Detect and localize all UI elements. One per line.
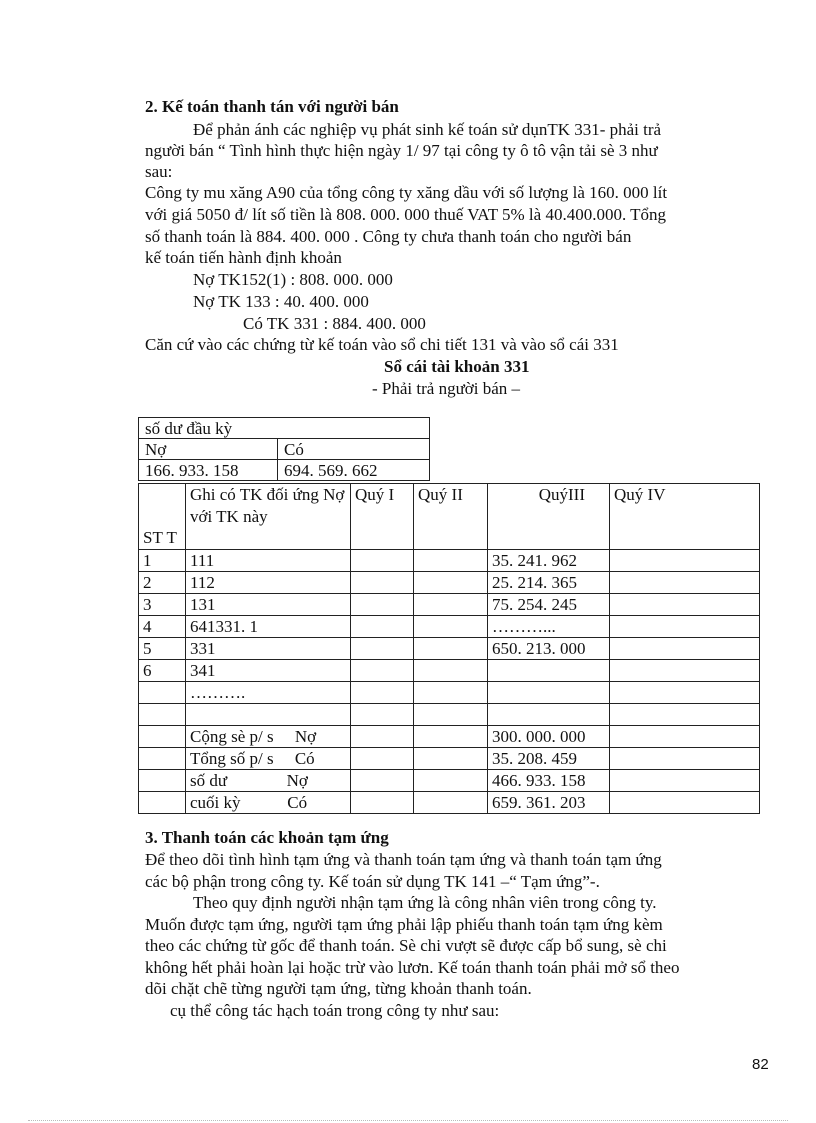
row-q4 [610, 638, 760, 660]
row-q2 [414, 638, 488, 660]
row-q2 [414, 550, 488, 572]
table-row [139, 572, 760, 594]
row-q3: 75. 254. 245 [488, 594, 610, 616]
row-q3: 466. 933. 158 [488, 770, 610, 792]
table-row [139, 748, 760, 770]
row-q3: 659. 361. 203 [488, 792, 610, 814]
row-q1 [351, 572, 414, 594]
paragraph-line: Muốn được tạm ứng, người tạm ứng phải lập phiếu thanh toán tạm ứng kèm [145, 915, 663, 934]
row-q1 [351, 682, 414, 704]
paragraph-line: Công ty mu xăng A90 của tổng công ty xăng dầu với số lượng là 160. 000 lít [145, 183, 668, 202]
header-q4: Quý IV [610, 484, 760, 550]
page-bottom-divider [28, 1120, 788, 1121]
paragraph-line: với giá 5050 đ/ lít số tiền là 808. 000. 000 thuế VAT 5% là 40.400.000. Tổng [145, 205, 667, 224]
journal-entry-credit: Có TK 331 : 884. 400. 000 [243, 314, 426, 333]
opening-credit-value: 694. 569. 662 [278, 460, 430, 481]
row-account: 341 [186, 660, 351, 682]
table-row [139, 594, 760, 616]
journal-entry-debit: Nợ TK152(1) : 808. 000. 000 [193, 270, 393, 289]
row-q1 [351, 726, 414, 748]
table-row [139, 682, 760, 704]
row-stt: 4 [139, 616, 186, 638]
table-row [139, 726, 760, 748]
row-account: 111 [186, 550, 351, 572]
row-q1 [351, 616, 414, 638]
row-q4 [610, 660, 760, 682]
row-q2 [414, 616, 488, 638]
row-account: Tổng số p/ s Có [186, 748, 351, 770]
row-stt: 5 [139, 638, 186, 660]
row-account [186, 704, 351, 726]
paragraph-line: số thanh toán là 884. 400. 000 . Công ty chưa thanh toán cho người bán [145, 227, 632, 246]
row-account: 331 [186, 638, 351, 660]
row-account: số dư Nợ [186, 770, 351, 792]
row-q3: 25. 214. 365 [488, 572, 610, 594]
row-q2 [414, 748, 488, 770]
row-stt [139, 792, 186, 814]
row-account: ………. [186, 682, 351, 704]
row-stt [139, 682, 186, 704]
row-q4 [610, 748, 760, 770]
table-row [139, 770, 760, 792]
section3-heading: 3. Thanh toán các khoản tạm ứng [145, 828, 389, 847]
opening-balance-label: số dư đầu kỳ [139, 418, 430, 439]
paragraph-line: Để phản ánh các nghiệp vụ phát sinh kế toán sử dụnTK 331- phải trả [193, 120, 662, 139]
row-q3: 35. 241. 962 [488, 550, 610, 572]
paragraph-line: cụ thể công tác hạch toán trong công ty như sau: [170, 1001, 500, 1020]
row-q1 [351, 594, 414, 616]
paragraph-line: các bộ phận trong công ty. Kế toán sử dụng TK 141 –“ Tạm ứng”-. [145, 872, 600, 891]
paragraph-line: người bán “ Tình hình thực hiện ngày 1/ 97 tại công ty ô tô vận tải sè 3 như [145, 141, 658, 160]
row-account: Cộng sè p/ s Nợ [186, 726, 351, 748]
page-number: 82 [752, 1056, 769, 1073]
row-q3: ………... [488, 616, 610, 638]
paragraph-line: Căn cứ vào các chứng từ kế toán vào sổ chi tiết 131 và vào sổ cái 331 [145, 335, 619, 354]
table-row [139, 704, 760, 726]
row-stt [139, 704, 186, 726]
paragraph-line: sau: [145, 162, 173, 181]
section2-heading: 2. Kế toán thanh tán với người bán [145, 97, 399, 116]
header-q2: Quý II [414, 484, 488, 550]
row-stt [139, 748, 186, 770]
row-account: 641331. 1 [186, 616, 351, 638]
table-row [139, 660, 760, 682]
row-q1 [351, 660, 414, 682]
row-stt: 2 [139, 572, 186, 594]
row-q2 [414, 660, 488, 682]
header-stt: ST T [139, 484, 186, 550]
row-q2 [414, 770, 488, 792]
ledger-table [138, 483, 760, 814]
table-row [139, 792, 760, 814]
paragraph-line: không hết phải hoàn lại hoặc trừ vào lươn. Kế toán thanh toán phải mở sổ theo [145, 958, 680, 977]
row-stt: 1 [139, 550, 186, 572]
row-q1 [351, 748, 414, 770]
row-q1 [351, 770, 414, 792]
row-q2 [414, 726, 488, 748]
paragraph-line: kế toán tiến hành định khoản [145, 248, 342, 267]
row-q3: 650. 213. 000 [488, 638, 610, 660]
row-q2 [414, 792, 488, 814]
row-q3: 35. 208. 459 [488, 748, 610, 770]
row-q4 [610, 616, 760, 638]
opening-debit-value: 166. 933. 158 [139, 460, 278, 481]
header-account: Ghi có TK đối ứng Nợ với TK này [186, 484, 351, 550]
row-stt: 3 [139, 594, 186, 616]
row-q1 [351, 638, 414, 660]
table-row [139, 638, 760, 660]
row-q2 [414, 704, 488, 726]
opening-credit-label: Có [278, 439, 430, 460]
header-q1: Quý I [351, 484, 414, 550]
row-q4 [610, 770, 760, 792]
row-q4 [610, 726, 760, 748]
row-q2 [414, 594, 488, 616]
row-q3 [488, 682, 610, 704]
row-q3 [488, 660, 610, 682]
opening-debit-label: Nợ [139, 439, 278, 460]
row-q4 [610, 594, 760, 616]
row-stt [139, 770, 186, 792]
opening-balance-table [138, 417, 430, 481]
table-row [139, 616, 760, 638]
row-q1 [351, 704, 414, 726]
row-q3 [488, 704, 610, 726]
row-q2 [414, 572, 488, 594]
row-account: cuối kỳ Có [186, 792, 351, 814]
journal-entry-debit: Nợ TK 133 : 40. 400. 000 [193, 292, 369, 311]
row-q4 [610, 682, 760, 704]
row-q4 [610, 572, 760, 594]
row-account: 112 [186, 572, 351, 594]
row-q4 [610, 792, 760, 814]
row-q3: 300. 000. 000 [488, 726, 610, 748]
row-stt [139, 726, 186, 748]
table-row [139, 550, 760, 572]
paragraph-line: dõi chặt chẽ từng người tạm ứng, từng khoản thanh toán. [145, 979, 532, 998]
paragraph-line: theo các chứng từ gốc để thanh toán. Sè chi vượt sẽ được cấp bổ sung, sè chi [145, 936, 667, 955]
row-q4 [610, 704, 760, 726]
row-q1 [351, 550, 414, 572]
ledger-subtitle: - Phải trả người bán – [372, 379, 521, 398]
paragraph-line: Theo quy định người nhận tạm ứng là công nhân viên trong công ty. [193, 893, 657, 912]
row-q4 [610, 550, 760, 572]
row-account: 131 [186, 594, 351, 616]
paragraph-line: Để theo dõi tình hình tạm ứng và thanh toán tạm ứng và thanh toán tạm ứng [145, 850, 662, 869]
row-q1 [351, 792, 414, 814]
ledger-title: Sổ cái tài khoản 331 [384, 357, 530, 376]
row-stt: 6 [139, 660, 186, 682]
header-q3: QuýIII [488, 484, 610, 550]
row-q2 [414, 682, 488, 704]
